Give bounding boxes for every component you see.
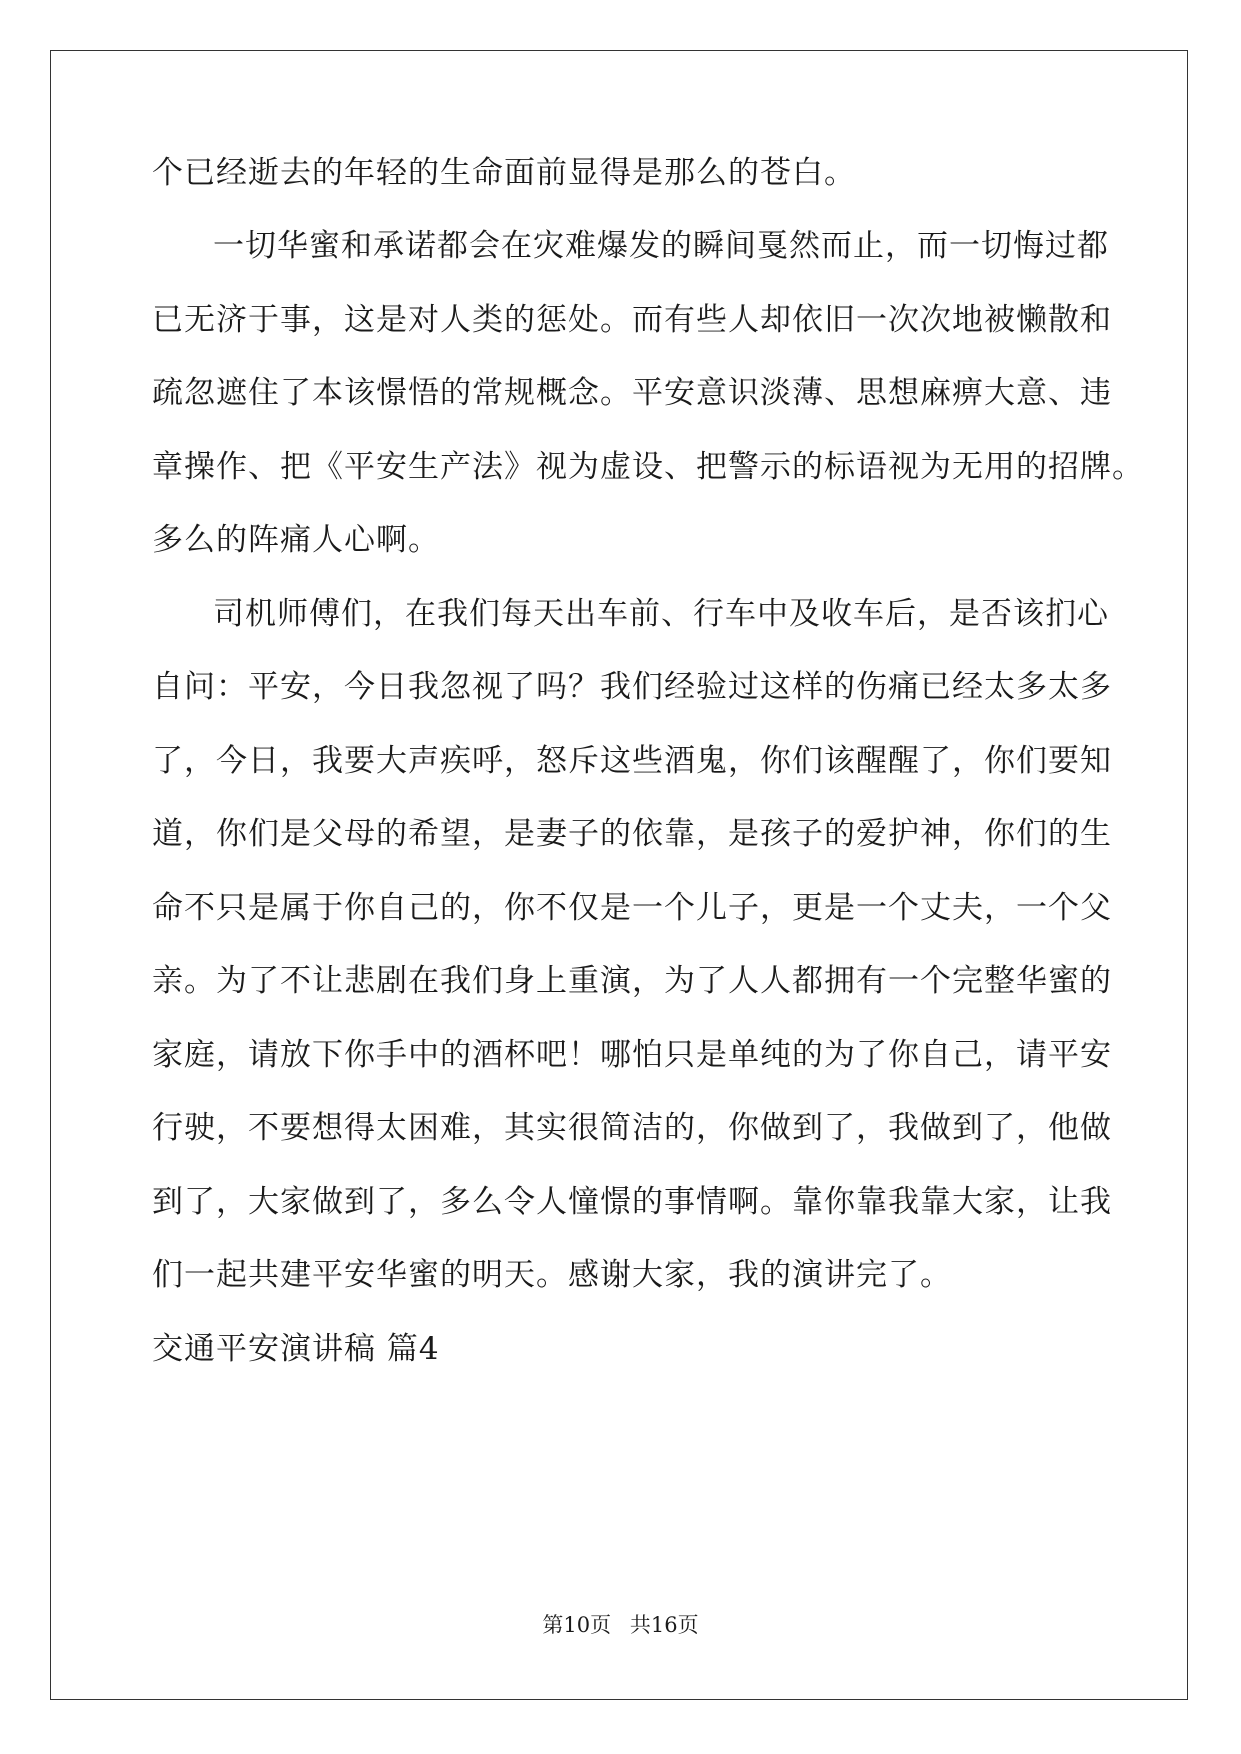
total-pages: 共16页	[629, 1613, 699, 1637]
paragraph-line: 道，你们是父母的希望，是妻子的依靠，是孩子的爱护神，你们的生	[152, 816, 1112, 852]
paragraph-line: 到了，大家做到了，多么令人憧憬的事情啊。靠你靠我靠大家，让我	[152, 1184, 1112, 1220]
paragraph-line: 自问：平安，今日我忽视了吗？我们经验过这样的伤痛已经太多太多	[152, 669, 1112, 705]
paragraph-line: 章操作、把《平安生产法》视为虚设、把警示的标语视为无用的招牌。	[152, 449, 1144, 485]
current-page-number: 第10页	[542, 1613, 612, 1637]
page-border	[50, 50, 1188, 1700]
page-footer	[0, 1612, 1241, 1638]
paragraph-line: 命不只是属于你自己的，你不仅是一个儿子，更是一个丈夫，一个父	[152, 890, 1112, 926]
paragraph-line: 们一起共建平安华蜜的明天。感谢大家，我的演讲完了。	[152, 1257, 952, 1293]
paragraph-line: 亲。为了不让悲剧在我们身上重演，为了人人都拥有一个完整华蜜的	[152, 963, 1112, 999]
paragraph-line: 一切华蜜和承诺都会在灾难爆发的瞬间戛然而止，而一切悔过都	[213, 228, 1109, 264]
paragraph-line: 疏忽遮住了本该憬悟的常规概念。平安意识淡薄、思想麻痹大意、违	[152, 375, 1112, 411]
paragraph-line: 行驶，不要想得太困难，其实很简洁的，你做到了，我做到了，他做	[152, 1110, 1112, 1146]
paragraph-line: 多么的阵痛人心啊。	[152, 522, 440, 558]
paragraph-line: 司机师傅们，在我们每天出车前、行车中及收车后，是否该扪心	[213, 596, 1109, 632]
paragraph-line: 个已经逝去的年轻的生命面前显得是那么的苍白。	[152, 155, 856, 191]
section-heading: 交通平安演讲稿 篇4	[152, 1331, 440, 1367]
paragraph-line: 已无济于事，这是对人类的惩处。而有些人却依旧一次次地被懒散和	[152, 302, 1112, 338]
paragraph-line: 家庭，请放下你手中的酒杯吧！哪怕只是单纯的为了你自己，请平安	[152, 1037, 1112, 1073]
paragraph-line: 了，今日，我要大声疾呼，怒斥这些酒鬼，你们该醒醒了，你们要知	[152, 743, 1112, 779]
